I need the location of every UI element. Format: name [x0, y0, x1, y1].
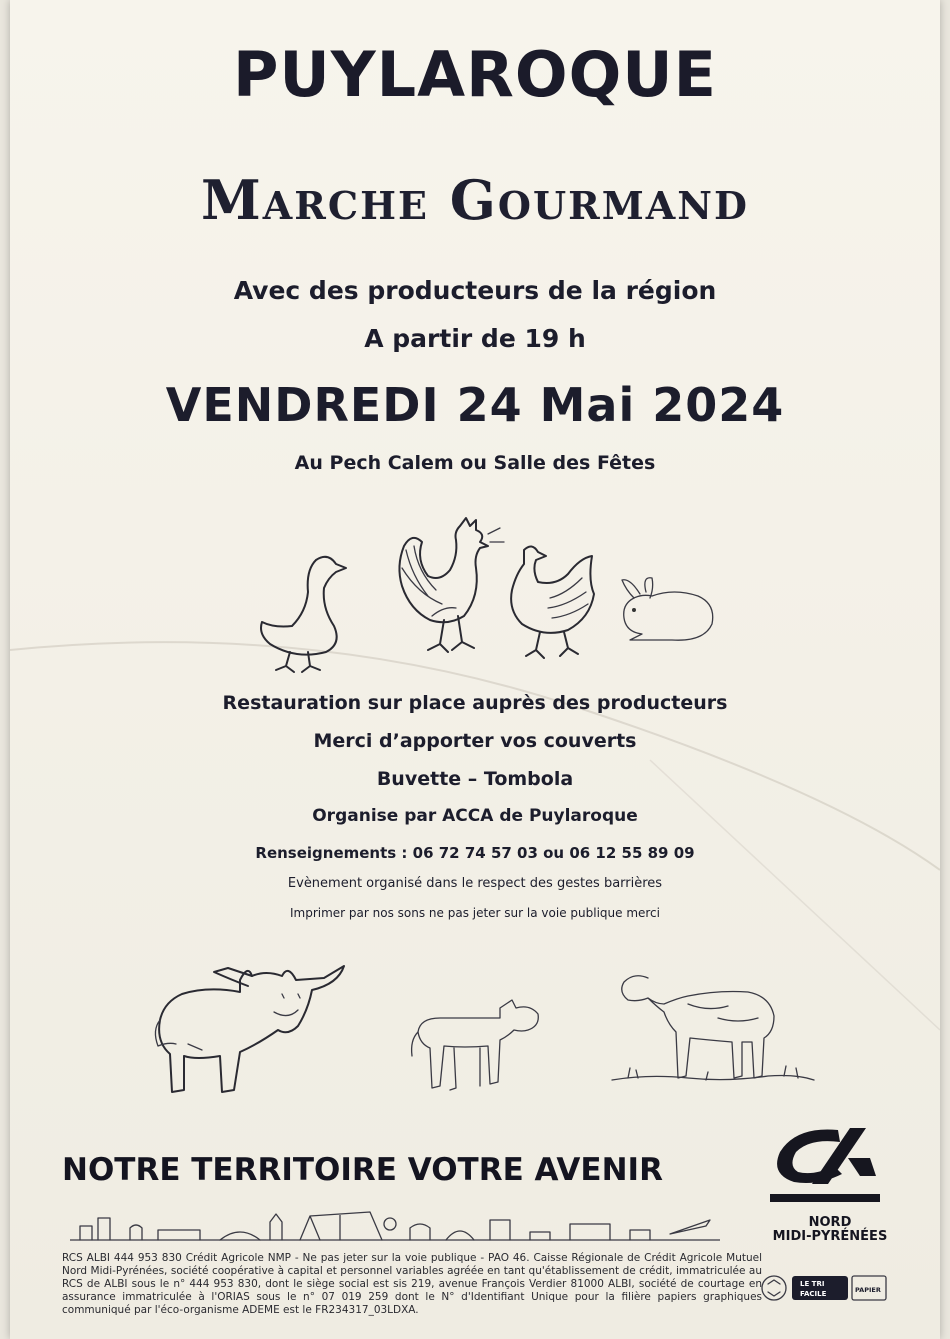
bank-line-nord: NORD — [808, 1215, 852, 1230]
bank-line-region: MIDI-PYRÉNÉES — [772, 1229, 888, 1244]
event-date: VENDREDI 24 Mai 2024 — [165, 378, 785, 432]
info-imprimer: Imprimer par nos sons ne pas jeter sur la voie publique merci — [289, 906, 660, 920]
event-location: Au Pech Calem ou Salle des Fêtes — [294, 452, 656, 474]
event-title: Marche Gourmand — [201, 168, 749, 232]
hen-icon — [504, 540, 599, 662]
info-buvette: Buvette – Tombola — [376, 768, 574, 790]
info-couverts: Merci d’apporter vos couverts — [313, 730, 637, 752]
tagline: Avec des producteurs de la région — [233, 276, 717, 305]
info-organiser: Organise par ACCA de Puylaroque — [312, 806, 638, 826]
duck-icon — [256, 548, 351, 678]
slogan: NOTRE TERRITOIRE VOTRE AVENIR — [62, 1152, 663, 1188]
recycle-label-top: LE TRI — [800, 1280, 825, 1288]
recycle-bin-label: PAPIER — [855, 1286, 881, 1294]
bank-region — [730, 1216, 930, 1244]
info-gestes: Evènement organisé dans le respect des gestes barrières — [287, 876, 663, 891]
town-name: PUYLAROQUE — [232, 38, 718, 111]
territory-skyline-icon — [70, 1204, 720, 1244]
poster-page — [10, 0, 940, 1339]
recycle-label-bottom: FACILE — [800, 1290, 827, 1298]
info-restauration: Restauration sur place auprès des producteurs — [222, 692, 728, 714]
bull-icon — [148, 960, 358, 1105]
triman-recycling-icon — [760, 1272, 890, 1304]
lamb-icon — [608, 968, 818, 1090]
rooster-icon — [388, 516, 508, 661]
legal-notice: RCS ALBI 444 953 830 Crédit Agricole NMP - Ne pas jeter sur la voie publique - PAO 46. Caisse Régionale de Crédit Agricole Mutuel Nord Midi-Pyrénées, société coopérative à capital et personnel variables agréée en tant qu'établissement de crédit, immatriculée au RCS de ALBI sous le n° 444 953 830, dont le siège social est sis 219, avenue François Verdier 81000 ALBI, société de courtage en assurance immatriculée à l'ORIAS sous le n° 07 019 259 dont le N° d'Identifiant Unique pour la filière papiers graphiques communiqué par l'éco-organisme ADEME est le FR234317_03LDXA. — [62, 1252, 762, 1316]
info-contact: Renseignements : 06 72 74 57 03 ou 06 12 55 89 09 — [255, 844, 695, 862]
start-time: A partir de 19 h — [364, 324, 586, 353]
calf-icon — [404, 996, 546, 1098]
rabbit-icon — [612, 574, 722, 646]
credit-agricole-logo — [766, 1122, 886, 1222]
